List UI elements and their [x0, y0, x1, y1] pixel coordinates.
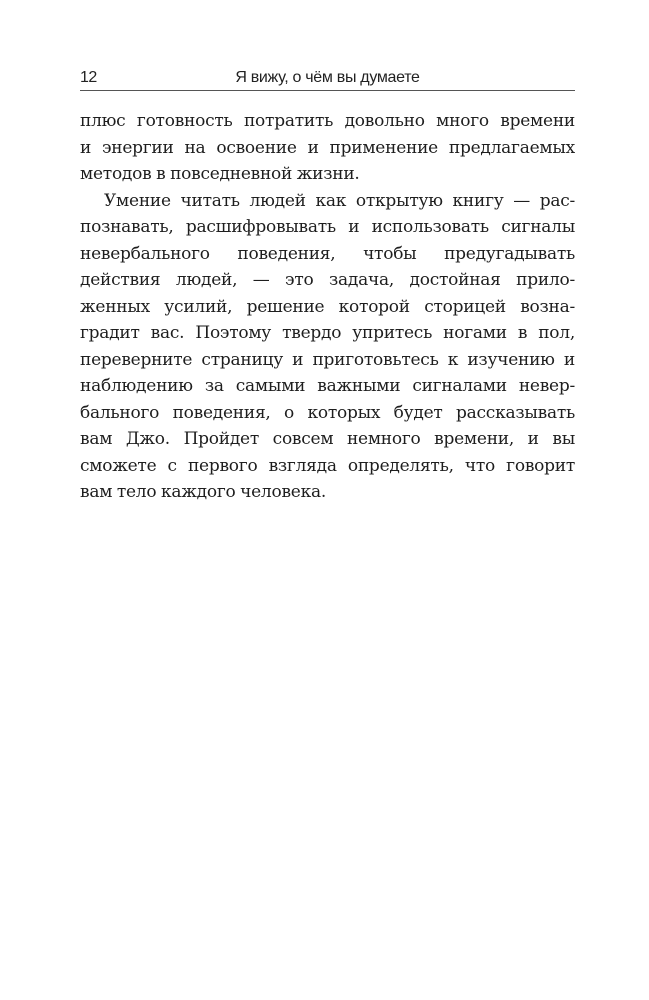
- page-number: 12: [80, 69, 97, 86]
- running-head: [80, 66, 575, 91]
- text-line: вам тело каждого человека.: [80, 482, 327, 502]
- running-title: Я вижу, о чём вы думаете: [235, 69, 420, 86]
- text-line: бального поведения, о которых будет рассказывать: [80, 402, 575, 423]
- text-line: методов в повседневной жизни.: [80, 164, 360, 184]
- text-line: сможете с первого взгляда определять, что говорит: [80, 455, 575, 476]
- paragraph-1: [80, 108, 575, 188]
- text-line: невербального поведения, чтобы предугадывать: [80, 243, 575, 264]
- text-line: действия людей, — это задача, достойная прило-: [80, 270, 575, 290]
- text-line: познавать, расшифровывать и использовать сигналы: [80, 217, 575, 237]
- text-line: плюс готовность потратить довольно много времени: [80, 111, 575, 131]
- text-line: вам Джо. Пройдет совсем немного времени, и вы: [80, 429, 575, 449]
- paragraph-2: [80, 188, 575, 506]
- book-page: [80, 66, 575, 506]
- text-line: переверните страницу и приготовьтесь к изучению и: [80, 349, 575, 370]
- text-line: и энергии на освоение и применение предлагаемых: [80, 137, 575, 158]
- body-text: [80, 108, 575, 506]
- text-line: градит вас. Поэтому твердо упритесь ногами в пол,: [80, 323, 575, 343]
- text-line: Умение читать людей как открытую книгу — рас-: [104, 190, 575, 211]
- text-line: женных усилий, решение которой сторицей возна-: [80, 296, 575, 317]
- text-line: наблюдению за самыми важными сигналами невер-: [80, 376, 575, 396]
